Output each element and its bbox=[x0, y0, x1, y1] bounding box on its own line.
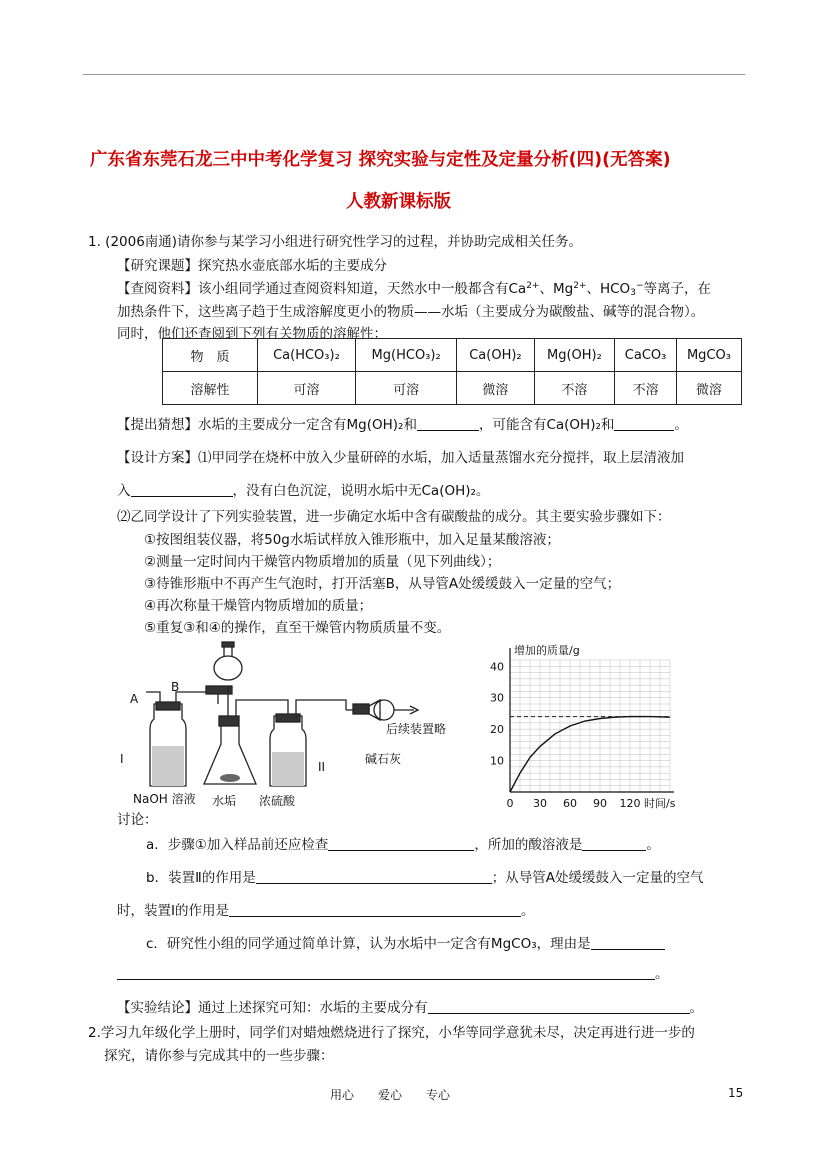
y-tick-label: 10 bbox=[490, 754, 504, 768]
answer-blank[interactable] bbox=[591, 936, 665, 950]
answer-blank[interactable] bbox=[417, 417, 479, 431]
page-number: 15 bbox=[728, 1086, 744, 1100]
table-cell: 可溶 bbox=[355, 372, 456, 405]
discussion-label: 讨论： bbox=[117, 812, 158, 828]
separatory-funnel bbox=[214, 656, 242, 680]
q1-reference-line2: 加热条件下，这些离子趋于生成溶解度更小的物质——水垢（主要成分为碳酸盐、碱等的混合物）。 bbox=[117, 304, 705, 320]
table-row bbox=[163, 339, 742, 372]
step-1: ①按图组装仪器，将50g水垢试样放入锥形瓶中，加入足量某酸溶液； bbox=[144, 532, 560, 548]
footer-motto: 用心 爱心 专心 bbox=[330, 1088, 451, 1102]
step-5: ⑤重复③和④的操作，直至干燥管内物质质量不变。 bbox=[144, 620, 451, 636]
discussion-c-cont: 。 bbox=[117, 962, 669, 982]
table-row bbox=[163, 372, 742, 405]
answer-blank[interactable] bbox=[428, 1000, 690, 1014]
drying-tube bbox=[374, 700, 394, 720]
table-cell: 溶解性 bbox=[163, 372, 258, 405]
q1-design-2: ⑵乙同学设计了下列实验装置，进一步确定水垢中含有碳酸盐的成分。其主要实验步骤如下： bbox=[117, 509, 671, 525]
step-3: ③待锥形瓶中不再产生气泡时，打开活塞B，从导管A处缓缓鼓入一定量的空气； bbox=[144, 576, 621, 592]
label-lime: 碱石灰 bbox=[365, 752, 402, 766]
x-tick-label: 90 bbox=[593, 797, 607, 810]
answer-blank[interactable] bbox=[328, 837, 474, 851]
table-cell: 不溶 bbox=[615, 372, 677, 405]
step-2: ②测量一定时间内干燥管内物质增加的质量（见下列曲线）； bbox=[144, 554, 501, 570]
y-tick-label: 20 bbox=[490, 723, 504, 737]
discussion-c: c．研究性小组的同学通过简单计算，认为水垢中一定含有MgCO₃，理由是 bbox=[146, 932, 665, 952]
header-rule bbox=[83, 74, 745, 75]
x-tick-label: 60 bbox=[563, 797, 577, 810]
x-axis-label: 时间/s bbox=[644, 797, 676, 810]
table-cell: 不溶 bbox=[534, 372, 615, 405]
document-title: 广东省东莞石龙三中中考化学复习 探究实验与定性及定量分析(四)(无答案) bbox=[90, 150, 671, 170]
label-rest: 后续装置略 bbox=[386, 722, 447, 736]
discussion-a: a．步骤①加入样品前还应检查 ，所加的酸溶液是 。 bbox=[146, 837, 660, 853]
table-cell: Mg(OH)₂ bbox=[534, 339, 615, 372]
label-A: A bbox=[130, 692, 139, 706]
q2-line2: 探究，请你参与完成其中的一些步骤： bbox=[104, 1048, 334, 1064]
x-tick-label: 0 bbox=[506, 797, 514, 810]
table-cell: 可溶 bbox=[258, 372, 356, 405]
experiment-conclusion: 【实验结论】通过上述探究可知：水垢的主要成分有 。 bbox=[117, 1000, 703, 1016]
q1-reference-line3: 同时，他们还查阅到下列有关物质的溶解性： bbox=[117, 326, 387, 342]
x-tick-label: 30 bbox=[533, 797, 547, 810]
answer-blank[interactable] bbox=[582, 837, 646, 851]
q1-reference-line1: 【查阅资料】该小组同学通过查阅资料知道，天然水中一般都含有$Ca^{2+}$、$Mg^{2+}$、$HCO_3^-$等离子，在 bbox=[117, 281, 711, 298]
table-cell: Ca(HCO₃)₂ bbox=[258, 339, 356, 372]
table-cell: Ca(OH)₂ bbox=[457, 339, 534, 372]
table-cell: CaCO₃ bbox=[615, 339, 677, 372]
answer-blank[interactable] bbox=[229, 903, 521, 917]
table-cell: 微溶 bbox=[457, 372, 534, 405]
table-cell: MgCO₃ bbox=[676, 339, 741, 372]
solubility-table bbox=[162, 338, 742, 405]
y-axis-label: 增加的质量/g bbox=[514, 644, 580, 657]
label-naoh: NaOH 溶液 bbox=[133, 792, 196, 806]
q2-line1: 2.学习九年级化学上册时，同学们对蜡烛燃烧进行了探究，小华等同学意犹未尽，决定再进行进一步的 bbox=[88, 1025, 695, 1041]
answer-blank[interactable] bbox=[614, 417, 674, 431]
label-acid: 浓硫酸 bbox=[259, 794, 296, 808]
q1-hypothesis: 【提出猜想】水垢的主要成分一定含有Mg(OH)₂和 ，可能含有Ca(OH)₂和 。 bbox=[117, 417, 688, 433]
y-tick-label: 30 bbox=[490, 691, 504, 705]
label-I: I bbox=[120, 752, 124, 766]
discussion-b: b．装置Ⅱ的作用是 ；从导管A处缓缓鼓入一定量的空气 bbox=[146, 870, 704, 886]
answer-blank[interactable] bbox=[256, 870, 492, 884]
table-cell: Mg(HCO₃)₂ bbox=[355, 339, 456, 372]
label-B: B bbox=[171, 680, 180, 694]
q1-intro: 1. (2006南通)请你参与某学习小组进行研究性学习的过程，并协助完成相关任务。 bbox=[88, 234, 583, 250]
mass-time-chart bbox=[474, 640, 704, 812]
document-subtitle: 人教新课标版 bbox=[346, 192, 451, 212]
step-4: ④再次称量干燥管内物质增加的质量； bbox=[144, 598, 373, 614]
q1-design-1: 【设计方案】⑴甲同学在烧杯中放入少量研碎的水垢，加入适量蒸馏水充分搅拌，取上层清液加 bbox=[117, 450, 684, 466]
q1-design-1b: 入 ，没有白色沉淀，说明水垢中无Ca(OH)₂。 bbox=[117, 483, 490, 499]
label-scale: 水垢 bbox=[212, 794, 237, 808]
answer-blank[interactable] bbox=[131, 483, 233, 497]
discussion-b-cont: 时，装置Ⅰ的作用是 。 bbox=[117, 903, 535, 919]
x-tick-label: 120 bbox=[619, 797, 641, 810]
y-tick-label: 40 bbox=[490, 660, 504, 674]
table-cell: 物 质 bbox=[163, 339, 258, 372]
label-II: II bbox=[318, 760, 326, 774]
q1-topic: 【研究课题】探究热水壶底部水垢的主要成分 bbox=[117, 258, 387, 274]
answer-blank[interactable] bbox=[117, 966, 655, 980]
table-cell: 微溶 bbox=[676, 372, 741, 405]
